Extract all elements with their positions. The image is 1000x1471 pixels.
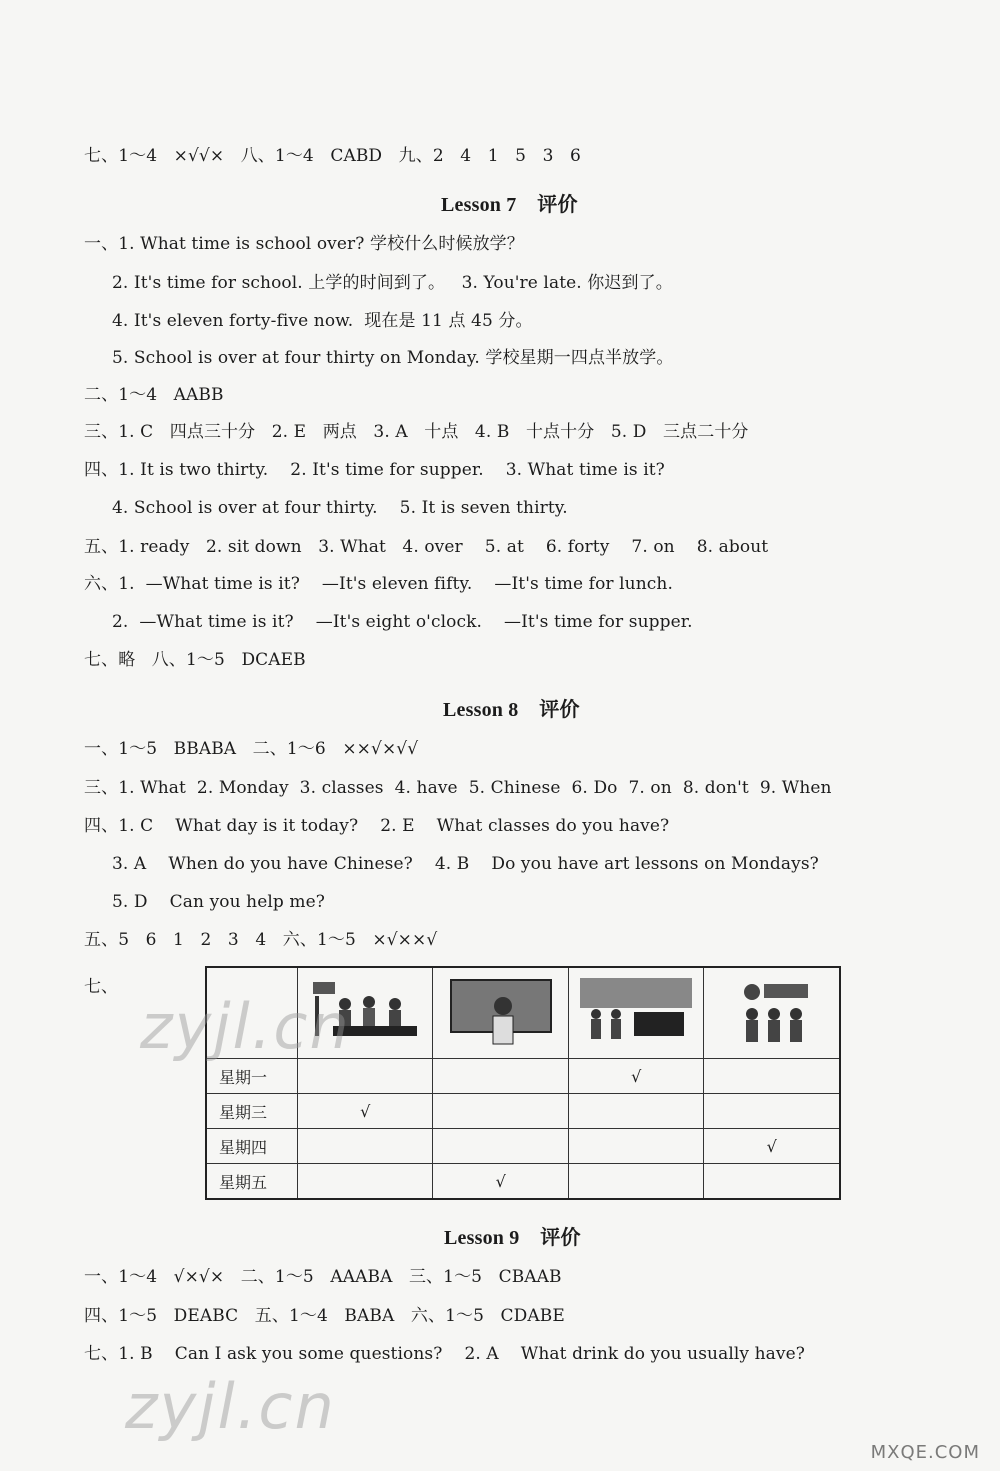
lesson-8-heading: Lesson 8 评价: [443, 699, 580, 721]
check-cell: [568, 1164, 703, 1200]
answer-line: 四、1～5 DEABC 五、1～4 BABA 六、1～5 CDABE: [84, 1306, 565, 1326]
check-cell: [298, 1059, 433, 1094]
answer-line: 四、1. C What day is it today? 2. E What classes do you have?: [84, 816, 670, 836]
check-cell: [704, 1164, 840, 1200]
answer-line: 一、1～4 √×√× 二、1～5 AAABA 三、1～5 CBAAB: [84, 1267, 562, 1287]
answer-line: 三、1. C 四点三十分 2. E 两点 3. A 十点 4. B 十点十分 5. D 三点二十分: [84, 422, 749, 442]
answer-line: 二、1～4 AABB: [84, 385, 224, 405]
day-cell: 星期五: [206, 1164, 298, 1200]
answer-line: 2. It's time for school. 上学的时间到了。 3. You're late. 你迟到了。: [112, 273, 673, 293]
answer-line: 3. A When do you have Chinese? 4. B Do you have art lessons on Mondays?: [112, 854, 819, 874]
check-cell: √: [568, 1059, 703, 1094]
day-row: [206, 1164, 840, 1200]
answer-line: 一、1～5 BBABA 二、1～6 ××√×√√: [84, 739, 419, 759]
answer-line: 六、1. —What time is it? —It's eleven fifty. —It's time for lunch.: [84, 574, 673, 594]
day-cell: 星期三: [206, 1094, 298, 1129]
day-cell: 星期四: [206, 1129, 298, 1164]
day-row: [206, 1129, 840, 1164]
check-cell: √: [433, 1164, 568, 1200]
check-cell: [298, 1129, 433, 1164]
check-cell: [704, 1094, 840, 1129]
check-cell: [433, 1059, 568, 1094]
answer-line: 4. School is over at four thirty. 5. It is seven thirty.: [112, 498, 568, 518]
answer-line: 4. It's eleven forty-five now. 现在是 11 点 45 分。: [112, 311, 533, 331]
check-cell: [433, 1129, 568, 1164]
answer-line: 五、5 6 1 2 3 4 六、1～5 ×√××√: [84, 930, 438, 950]
music-class-image: [576, 976, 696, 1046]
day-row: [206, 1094, 840, 1129]
check-cell: [298, 1164, 433, 1200]
day-row: [206, 1059, 840, 1094]
table-label: 七、: [84, 977, 118, 997]
lesson-7-heading: Lesson 7 评价: [441, 194, 578, 216]
answer-line: 七、略 八、1～5 DCAEB: [84, 650, 306, 670]
check-cell: [433, 1094, 568, 1129]
answer-line: 一、1. What time is school over? 学校什么时候放学？: [84, 234, 524, 254]
answer-line: 5. School is over at four thirty on Monday. 学校星期一四点半放学。: [112, 348, 674, 368]
corner-watermark: MXQE.COM: [870, 1442, 980, 1463]
lesson-9-heading: Lesson 9 评价: [444, 1227, 581, 1249]
pe-class-image: [712, 976, 832, 1046]
check-cell: [568, 1094, 703, 1129]
day-cell: 星期一: [206, 1059, 298, 1094]
music-picture: [568, 967, 703, 1059]
check-cell: √: [298, 1094, 433, 1129]
sports-picture: [704, 967, 840, 1059]
answer-line: 5. D Can you help me?: [112, 892, 325, 912]
teacher-picture: [433, 967, 568, 1059]
answer-line: 三、1. What 2. Monday 3. classes 4. have 5. Chinese 6. Do 7. on 8. don't 9. When: [84, 778, 832, 798]
answer-line: 七、1. B Can I ask you some questions? 2. A What drink do you usually have?: [84, 1344, 805, 1364]
check-cell: [568, 1129, 703, 1164]
answer-line: 四、1. It is two thirty. 2. It's time for supper. 3. What time is it?: [84, 460, 665, 480]
answer-line: 七、1～4 ×√√× 八、1～4 CABD 九、2 4 1 5 3 6: [84, 146, 581, 166]
check-cell: √: [704, 1129, 840, 1164]
answer-line: 五、1. ready 2. sit down 3. What 4. over 5. at 6. forty 7. on 8. about: [84, 537, 769, 557]
answer-line: 2. —What time is it? —It's eight o'clock. —It's time for supper.: [112, 612, 693, 632]
blackboard-teacher-image: [441, 976, 561, 1046]
watermark: zyjl.cn: [140, 990, 351, 1063]
check-cell: [704, 1059, 840, 1094]
watermark: zyjl.cn: [125, 1370, 336, 1443]
